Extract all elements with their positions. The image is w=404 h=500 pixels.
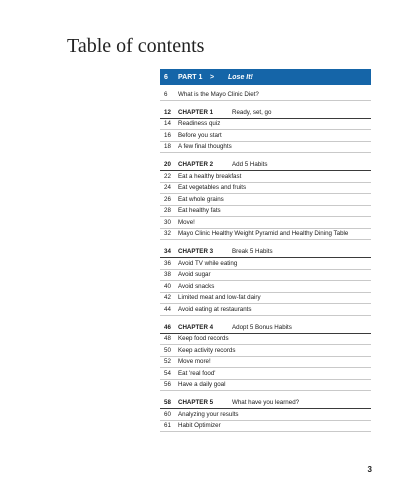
table-of-contents xyxy=(160,69,371,432)
entry-title: Eat whole grains xyxy=(178,195,224,203)
entry-page-number: 18 xyxy=(164,143,171,151)
entry-page-number: 24 xyxy=(164,184,171,192)
page-title: Table of contents xyxy=(67,35,205,57)
entry-title: Keep activity records xyxy=(178,346,236,354)
entry-page-number: 30 xyxy=(164,218,171,226)
entry-title: Avoid sugar xyxy=(178,271,211,279)
chapter-title: Adopt 5 Bonus Habits xyxy=(232,323,292,331)
entry-title: Avoid eating at restaurants xyxy=(178,305,252,313)
entry-page-number: 40 xyxy=(164,282,171,290)
toc-entry[interactable] xyxy=(160,206,371,218)
toc-entry[interactable] xyxy=(160,229,371,241)
toc-entry[interactable] xyxy=(160,380,371,392)
chapter-heading[interactable] xyxy=(160,107,371,119)
toc-entry[interactable] xyxy=(160,194,371,206)
chapter-page-number: 20 xyxy=(164,161,171,168)
toc-entry[interactable] xyxy=(160,357,371,369)
toc-entry[interactable] xyxy=(160,258,371,270)
entry-page-number: 38 xyxy=(164,271,171,279)
toc-entry[interactable] xyxy=(160,334,371,346)
chapter-heading[interactable] xyxy=(160,246,371,258)
toc-entry[interactable] xyxy=(160,130,371,142)
entry-title: Mayo Clinic Healthy Weight Pyramid and Healthy Dining Table xyxy=(178,230,349,238)
entry-page-number: 42 xyxy=(164,294,171,302)
toc-entry[interactable] xyxy=(160,345,371,357)
toc-entry[interactable] xyxy=(160,119,371,131)
part-page-number: 6 xyxy=(164,73,168,81)
chapter-label: CHAPTER 4 xyxy=(178,323,214,331)
entry-page-number: 16 xyxy=(164,131,171,139)
entry-page-number: 44 xyxy=(164,305,171,313)
chapter-label: CHAPTER 2 xyxy=(178,161,214,168)
chapter-heading[interactable] xyxy=(160,397,371,409)
entry-title: Habit Optimizer xyxy=(178,422,221,430)
entry-title: A few final thoughts xyxy=(178,143,232,151)
part-header[interactable] xyxy=(160,69,371,85)
entry-title: Analyzing your results xyxy=(178,410,239,418)
chapter-title: What have you learned? xyxy=(232,399,300,406)
chapter-title: Ready, set, go xyxy=(232,108,272,116)
entry-page-number: 22 xyxy=(164,172,171,180)
entry-page-number: 6 xyxy=(164,90,168,98)
chapter-title: Add 5 Habits xyxy=(232,161,268,168)
toc-entry[interactable] xyxy=(160,421,371,433)
entry-title: Before you start xyxy=(178,131,222,139)
chapter-page-number: 34 xyxy=(164,248,171,255)
chapter-label: CHAPTER 1 xyxy=(178,108,214,116)
toc-entry[interactable] xyxy=(160,142,371,154)
toc-entry[interactable] xyxy=(160,183,371,195)
chapter-page-number: 58 xyxy=(164,399,171,406)
chapter-list xyxy=(160,101,371,433)
chapter-title: Break 5 Habits xyxy=(232,248,273,255)
entry-title: Eat vegetables and fruits xyxy=(178,184,247,192)
page-number: 3 xyxy=(367,465,372,474)
toc-entry-intro[interactable] xyxy=(160,89,371,101)
entry-page-number: 48 xyxy=(164,335,171,343)
entry-page-number: 56 xyxy=(164,381,171,389)
entry-title: Move! xyxy=(178,218,195,226)
entry-page-number: 32 xyxy=(164,230,171,238)
entry-page-number: 61 xyxy=(164,422,171,430)
toc-entry[interactable] xyxy=(160,171,371,183)
entry-page-number: 50 xyxy=(164,346,171,354)
part-title: Lose It! xyxy=(228,73,253,81)
chapter-page-number: 12 xyxy=(164,108,171,116)
entry-title: Avoid TV while eating xyxy=(178,259,238,267)
entry-title: What is the Mayo Clinic Diet? xyxy=(178,90,259,98)
toc-entry[interactable] xyxy=(160,409,371,421)
entry-title: Eat 'real food' xyxy=(178,369,216,377)
entry-title: Keep food records xyxy=(178,335,229,343)
entry-page-number: 36 xyxy=(164,259,171,267)
entry-title: Move more! xyxy=(178,358,211,366)
entry-title: Eat healthy fats xyxy=(178,207,221,215)
entry-page-number: 26 xyxy=(164,195,171,203)
entry-title: Eat a healthy breakfast xyxy=(178,172,242,180)
entry-page-number: 14 xyxy=(164,120,171,128)
chapter-heading[interactable] xyxy=(160,322,371,334)
part-label: PART 1 xyxy=(178,73,203,81)
chapter-label: CHAPTER 3 xyxy=(178,248,214,255)
entry-title: Have a daily goal xyxy=(178,381,226,389)
chapter-heading[interactable] xyxy=(160,159,371,171)
chapter-label: CHAPTER 5 xyxy=(178,399,214,406)
entry-page-number: 54 xyxy=(164,369,171,377)
toc-entry[interactable] xyxy=(160,281,371,293)
entry-page-number: 60 xyxy=(164,410,171,418)
toc-entry[interactable] xyxy=(160,270,371,282)
entry-page-number: 52 xyxy=(164,358,171,366)
toc-entry[interactable] xyxy=(160,293,371,305)
chapter-page-number: 46 xyxy=(164,323,171,331)
entry-title: Limited meat and low-fat dairy xyxy=(178,294,261,302)
toc-entry[interactable] xyxy=(160,368,371,380)
entry-title: Readiness quiz xyxy=(178,120,221,128)
chevron-right-icon: > xyxy=(210,73,215,81)
toc-entry[interactable] xyxy=(160,304,371,316)
toc-entry[interactable] xyxy=(160,217,371,229)
entry-page-number: 28 xyxy=(164,207,171,215)
entry-title: Avoid snacks xyxy=(178,282,215,290)
